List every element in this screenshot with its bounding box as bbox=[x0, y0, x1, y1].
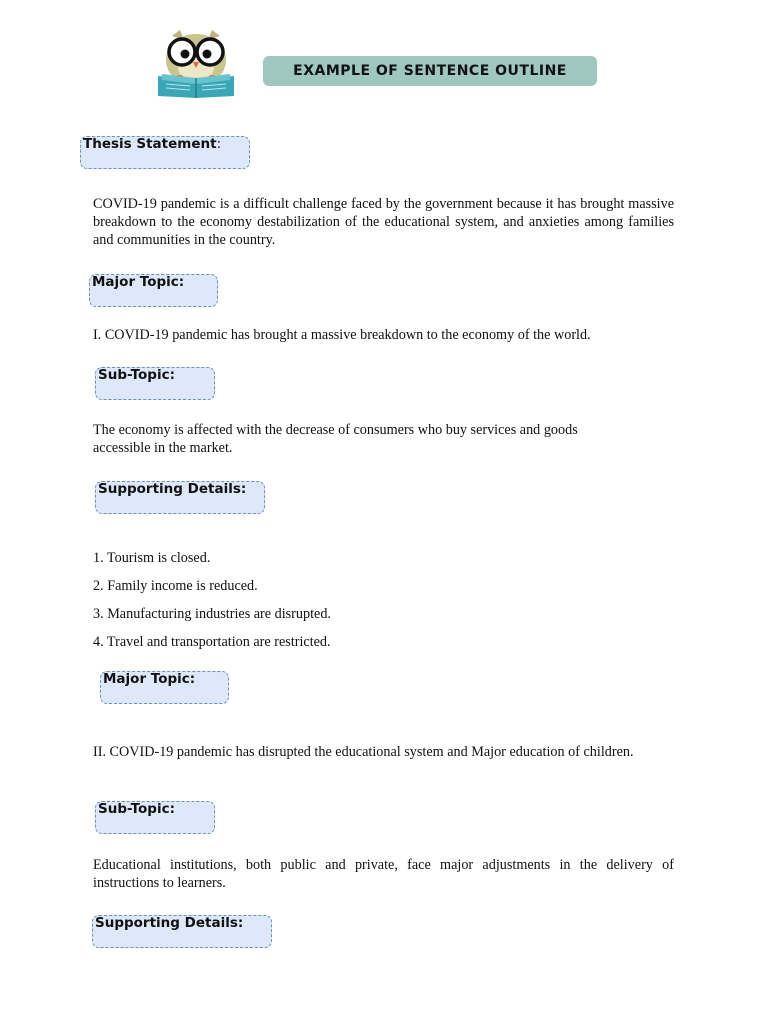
list-item: 4. Travel and transportation are restricted. bbox=[93, 634, 331, 650]
sub-topic-label-box bbox=[95, 801, 215, 834]
list-item: 1. Tourism is closed. bbox=[93, 550, 211, 566]
sub-topic-1-text: The economy is affected with the decrease of consumers who buy services and goods accessible in the market. bbox=[93, 422, 578, 456]
supporting-details-label-box bbox=[95, 481, 265, 514]
supporting-details-label: Supporting Details: bbox=[98, 481, 247, 497]
thesis-label: Thesis Statement bbox=[83, 136, 217, 152]
list-item: 2. Family income is reduced. bbox=[93, 578, 258, 594]
sub-topic-label: Sub-Topic: bbox=[98, 367, 175, 383]
list-item: 3. Manufacturing industries are disrupted. bbox=[93, 606, 331, 622]
major-topic-label: Major Topic: bbox=[103, 671, 196, 687]
sub-topic-label-box bbox=[95, 367, 215, 400]
thesis-label-colon: : bbox=[216, 136, 222, 152]
sub-topic-label: Sub-Topic: bbox=[98, 801, 175, 817]
sub-topic-2-text: Educational institutions, both public and private, face major adjustments in the delivery of instructions to learners. bbox=[93, 857, 674, 891]
major-topic-label: Major Topic: bbox=[92, 274, 185, 290]
page-title-banner bbox=[263, 56, 597, 86]
owl-reading-book-icon bbox=[150, 28, 242, 98]
thesis-text: COVID-19 pandemic is a difficult challenge faced by the government because it has brought massive breakdown to the economy destabilization of the educational system, and anxieties among families and communities in the country. bbox=[93, 196, 674, 248]
thesis-label-box bbox=[80, 136, 250, 169]
supporting-details-label: Supporting Details: bbox=[95, 915, 244, 931]
major-topic-1-text: I. COVID-19 pandemic has brought a massive breakdown to the economy of the world. bbox=[93, 327, 591, 343]
supporting-details-label-box bbox=[92, 915, 272, 948]
major-topic-label-box bbox=[100, 671, 229, 704]
major-topic-2-text: II. COVID-19 pandemic has disrupted the educational system and Major education of children. bbox=[93, 744, 634, 760]
major-topic-label-box bbox=[89, 274, 218, 307]
page-title: EXAMPLE OF SENTENCE OUTLINE bbox=[293, 63, 567, 79]
